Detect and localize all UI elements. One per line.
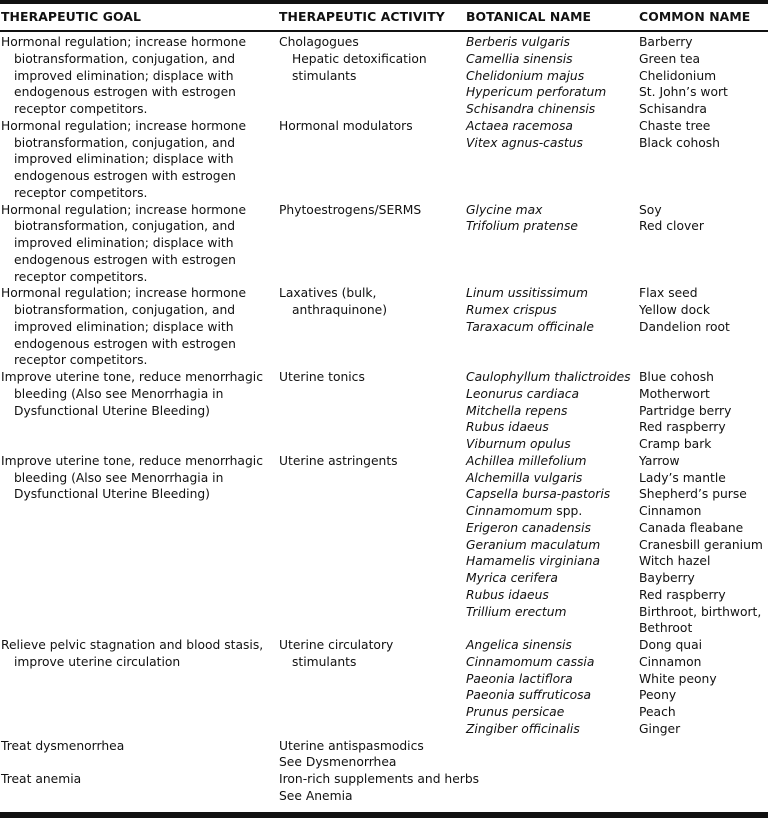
cell-goal [1,738,273,755]
botanical-line: Linum ussitissimum [466,286,588,301]
cell-activity [279,637,463,671]
botanical-line: Vitex agnus-castus [466,135,583,150]
cell-goal [1,118,273,202]
botanical-line: Mitchella repens [466,403,568,418]
activity-line: anthraquinone) [292,303,388,317]
goal-line: Hormonal regulation; increase hormone [1,118,247,133]
activity-line: Iron-rich supplements and herbs [279,772,480,786]
goal-line: biotransformation, conjugation, and [14,51,236,66]
common-line: Partridge berry [639,403,732,418]
botanical-line: Viburnum opulus [466,437,571,451]
cell-botanical [466,34,636,118]
goal-line: endogenous estrogen with estrogen [14,169,236,183]
common-line: Red raspberry [639,587,726,602]
cell-botanical [466,369,636,453]
common-line: Cinnamon [639,654,702,669]
common-line: Schisandra [639,102,707,116]
table-row [0,202,768,286]
botanical-line: Myrica cerifera [466,571,558,585]
activity-line: Phytoestrogens/SERMS [279,202,422,217]
botanical-line: Camellia sinensis [466,51,573,66]
cell-goal [1,285,273,369]
goal-line: bleeding (Also see Menorrhagia in [14,386,224,401]
goal-line: Improve uterine tone, reduce menorrhagic [1,453,263,468]
cell-common [639,369,768,453]
table-row [0,637,768,738]
common-line: Shepherd’s purse [639,487,747,502]
common-line: Yarrow [639,453,680,468]
cell-goal [1,637,273,671]
cell-botanical [466,202,636,236]
goal-line: Hormonal regulation; increase hormone [1,35,247,49]
common-line: Peach [639,705,676,719]
botanical-line: Rubus idaeus [466,420,549,435]
header-botanical-name: BOTANICAL NAME [466,9,592,24]
common-line: Chaste tree [639,118,711,133]
cell-activity [279,285,463,319]
cell-goal [1,453,273,503]
goal-line: biotransformation, conjugation, and [14,219,236,234]
goal-line: receptor competitors. [14,269,148,284]
common-line: Soy [639,202,662,217]
botanical-line: Erigeron canadensis [466,520,591,535]
cell-goal [1,34,273,118]
common-line: Barberry [639,35,693,49]
table-header [0,7,768,29]
goal-line: biotransformation, conjugation, and [14,135,236,150]
goal-line: Treat anemia [1,772,82,786]
table-row [0,369,768,453]
goal-line: Improve uterine tone, reduce menorrhagic [1,370,263,384]
goal-line: Dysfunctional Uterine Bleeding) [14,403,210,418]
goal-line: endogenous estrogen with estrogen [14,336,236,351]
cell-goal [1,202,273,286]
botanical-line: Trillium erectum [466,604,567,619]
common-line: St. John’s wort [639,85,728,100]
cell-activity [279,771,480,805]
botanical-line: Caulophyllum thalictroides [466,370,631,384]
common-line: Bayberry [639,571,695,585]
cell-common [639,637,768,738]
table-row [0,453,768,637]
goal-line: bleeding (Also see Menorrhagia in [14,470,224,485]
activity-line: Uterine tonics [279,370,365,384]
cell-common [639,285,768,335]
table-row [0,285,768,369]
cell-activity [279,34,463,84]
common-line: Yellow dock [639,303,710,317]
table-row [0,738,768,772]
cell-activity [279,369,463,386]
common-line: Witch hazel [639,554,711,569]
goal-line: receptor competitors. [14,102,148,116]
common-line: Peony [639,688,677,703]
botanical-line: Schisandra chinensis [466,102,596,116]
cell-common [639,118,768,152]
cell-botanical [466,453,636,621]
activity-line: See Dysmenorrhea [279,755,397,770]
activity-line: Uterine antispasmodics [279,738,424,753]
common-line: Green tea [639,51,701,66]
cell-botanical [466,285,636,335]
botanical-line: Zingiber officinalis [466,721,580,736]
cell-botanical [466,118,636,152]
botanical-line: Paeonia suffruticosa [466,688,592,703]
cell-botanical [466,637,636,738]
common-line: Dong quai [639,638,703,652]
table-bottom-rule [0,812,768,818]
cell-common [639,453,768,637]
goal-line: improve uterine circulation [14,654,181,669]
goal-line: improved elimination; displace with [14,236,234,250]
common-line: Black cohosh [639,135,720,150]
common-line: Birthroot, birthwort, [639,604,762,619]
botanical-line: Cinnamomum spp. [466,504,583,518]
cell-common [639,202,768,236]
activity-line: Uterine astringents [279,453,398,468]
goal-line: receptor competitors. [14,185,148,200]
activity-line: Hormonal modulators [279,118,413,133]
botanical-line: Hamamelis virginiana [466,554,601,569]
common-line: Cinnamon [639,504,702,518]
header-therapeutic-activity: THERAPEUTIC ACTIVITY [279,9,445,24]
activity-line: Hepatic detoxification [292,51,427,66]
table-row [0,118,768,202]
botanical-line: Hypericum perforatum [466,85,607,100]
common-line: Ginger [639,721,681,736]
cell-activity [279,118,463,135]
cell-activity [279,738,463,772]
cell-activity [279,202,463,219]
goal-line: endogenous estrogen with estrogen [14,252,236,267]
cell-goal [1,369,273,419]
header-therapeutic-goal: THERAPEUTIC GOAL [1,9,141,24]
botanical-line: Prunus persicae [466,705,565,719]
common-line: Cramp bark [639,437,712,451]
common-line: Blue cohosh [639,370,714,384]
common-line: White peony [639,671,717,686]
common-line: Canada fleabane [639,520,744,535]
activity-line: Laxatives (bulk, [279,286,377,301]
botanical-line: Glycine max [466,202,543,217]
botanical-line: Angelica sinensis [466,638,572,652]
goal-line: improved elimination; displace with [14,152,234,167]
header-common-name: COMMON NAME [639,9,751,24]
activity-line: stimulants [292,68,357,83]
table-row [0,34,768,118]
common-line: Dandelion root [639,319,730,334]
activity-line: stimulants [292,654,357,669]
botanical-line: Rubus idaeus [466,587,549,602]
botanical-line: Geranium maculatum [466,537,601,552]
goal-line: Dysfunctional Uterine Bleeding) [14,487,210,502]
common-line: Flax seed [639,286,698,301]
cell-common [639,34,768,118]
botanical-line: Chelidonium majus [466,68,585,83]
goal-line: improved elimination; displace with [14,319,234,334]
goal-line: Treat dysmenorrhea [1,738,125,753]
botanical-line: Rumex crispus [466,303,557,317]
botanical-line: Achillea millefolium [466,453,587,468]
common-line: Red clover [639,219,704,234]
table-row [0,771,768,805]
activity-line: Cholagogues [279,35,359,49]
botanical-line: Actaea racemosa [466,118,573,133]
common-line: Lady’s mantle [639,470,726,485]
common-line: Bethroot [639,621,693,636]
goal-line: improved elimination; displace with [14,68,234,83]
common-line: Cranesbill geranium [639,537,763,552]
cell-goal [1,771,273,788]
table-top-rule [0,0,768,4]
botanical-line: Alchemilla vulgaris [466,470,583,485]
goal-line: Hormonal regulation; increase hormone [1,202,247,217]
goal-line: Relieve pelvic stagnation and blood stasis, [1,638,264,652]
header-rule [0,30,768,32]
goal-line: receptor competitors. [14,353,148,368]
cell-activity [279,453,463,470]
activity-line: Uterine circulatory [279,638,394,652]
goal-line: endogenous estrogen with estrogen [14,85,236,100]
activity-line: See Anemia [279,788,353,803]
common-line: Chelidonium [639,68,717,83]
botanical-line: Cinnamomum cassia [466,654,595,669]
goal-line: biotransformation, conjugation, and [14,303,236,317]
common-line: Motherwort [639,386,710,401]
botanical-line: Trifolium pratense [466,219,578,234]
botanical-line: Leonurus cardiaca [466,386,580,401]
botanical-line: Berberis vulgaris [466,35,570,49]
goal-line: Hormonal regulation; increase hormone [1,286,247,301]
botanical-line: Taraxacum officinale [466,319,594,334]
common-line: Red raspberry [639,420,726,435]
table-body [0,34,768,805]
botanical-line: Paeonia lactiflora [466,671,573,686]
botanical-line: Capsella bursa-pastoris [466,487,611,502]
